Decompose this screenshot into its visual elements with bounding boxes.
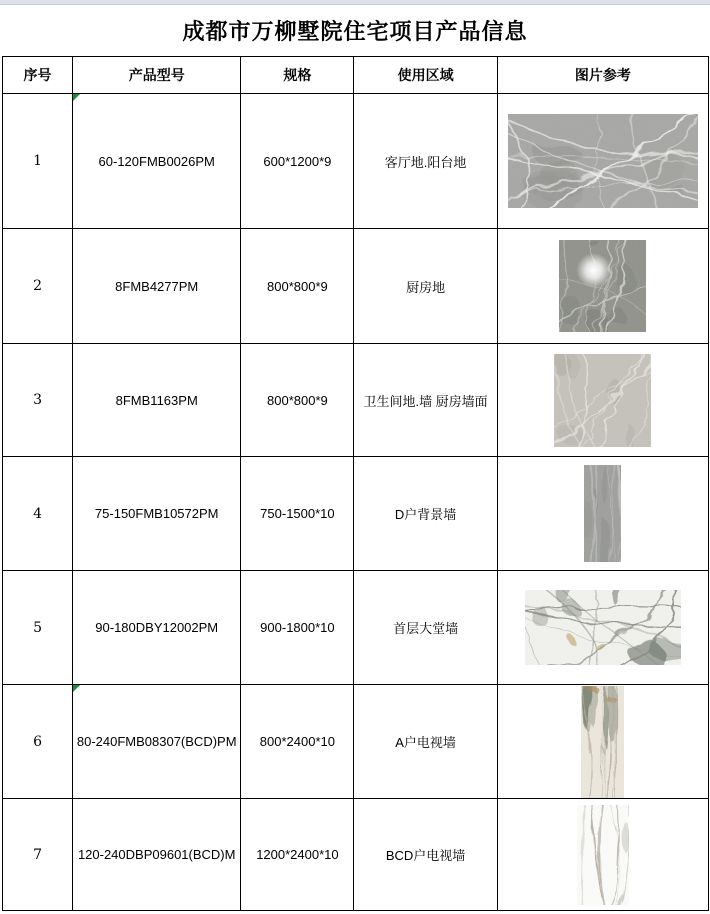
serial-number: 1	[33, 153, 42, 169]
serial-cell	[3, 799, 73, 911]
serial-number: 3	[33, 392, 42, 408]
spec-cell	[241, 685, 354, 799]
table-row	[3, 344, 709, 457]
error-indicator-icon	[73, 685, 80, 692]
cream-marble-tile-portrait	[581, 686, 624, 798]
gray-marble-tile-portrait	[584, 465, 621, 562]
area-text: BCD户电视墙	[385, 848, 466, 863]
serial-number: 7	[33, 846, 42, 863]
spec-text: 800*2400*10	[259, 734, 335, 749]
gray-marble-tile-landscape	[508, 114, 698, 208]
area-cell	[354, 229, 497, 344]
area-cell	[354, 94, 497, 229]
product-table-body	[3, 94, 709, 911]
model-text: 60-120FMB0026PM	[98, 153, 215, 169]
image-cell	[497, 571, 708, 685]
area-text: 卫生间地.墙 厨房墙面	[363, 393, 488, 409]
image-cell	[497, 94, 708, 229]
table-row	[3, 571, 709, 685]
serial-number: 5	[33, 619, 42, 636]
table-row	[3, 457, 709, 571]
header-spec: 规格	[241, 57, 354, 94]
spec-text: 800*800*9	[267, 392, 328, 408]
model-text: 8FMB4277PM	[115, 278, 199, 294]
serial-cell	[3, 94, 73, 229]
page-title: 成都市万柳墅院住宅项目产品信息	[182, 19, 528, 44]
image-cell	[497, 344, 708, 457]
model-cell	[73, 457, 241, 571]
area-cell	[354, 457, 497, 571]
serial-cell	[3, 685, 73, 799]
area-cell	[354, 344, 497, 457]
header-model: 产品型号	[73, 57, 241, 94]
serial-cell	[3, 457, 73, 571]
spec-cell	[241, 229, 354, 344]
spec-text: 600*1200*9	[263, 153, 332, 169]
error-indicator-icon	[73, 94, 80, 101]
model-text: 120-240DBP09601(BCD)M	[77, 847, 236, 862]
model-text: 75-150FMB10572PM	[94, 506, 219, 521]
image-cell	[497, 457, 708, 571]
spec-text: 800*800*9	[267, 278, 328, 294]
serial-number: 4	[33, 505, 42, 522]
model-cell	[73, 799, 241, 911]
spec-cell	[241, 344, 354, 457]
area-text: 首层大堂墙	[393, 621, 459, 636]
header-image: 图片参考	[497, 57, 708, 94]
area-text: 客厅地.阳台地	[384, 154, 467, 170]
header-area: 使用区域	[354, 57, 497, 94]
image-cell	[497, 229, 708, 344]
model-text: 90-180DBY12002PM	[95, 620, 219, 635]
table-row	[3, 685, 709, 799]
model-text: 8FMB1163PM	[115, 392, 198, 408]
table-row	[3, 94, 709, 229]
serial-cell	[3, 344, 73, 457]
product-table	[2, 56, 709, 911]
model-text: 80-240FMB08307(BCD)PM	[76, 734, 237, 749]
serial-number: 2	[33, 278, 42, 294]
table-row	[3, 229, 709, 344]
spec-cell	[241, 799, 354, 911]
spec-cell	[241, 571, 354, 685]
area-text: A户电视墙	[395, 735, 456, 750]
spec-text: 1200*2400*10	[256, 847, 339, 862]
model-cell	[73, 229, 241, 344]
serial-cell	[3, 229, 73, 344]
area-text: D户背景墙	[394, 507, 457, 522]
beige-gray-marble-tile-square	[554, 354, 651, 447]
header-serial: 序号	[3, 57, 73, 94]
spec-text: 900-1800*10	[260, 620, 335, 635]
serial-cell	[3, 571, 73, 685]
white-marble-tile-portrait	[577, 805, 629, 905]
header-row	[3, 57, 709, 94]
dark-gray-marble-tile-square	[559, 240, 646, 332]
table-row	[3, 799, 709, 911]
image-cell	[497, 685, 708, 799]
area-text: 厨房地	[406, 279, 446, 295]
area-cell	[354, 685, 497, 799]
serial-number: 6	[33, 733, 42, 750]
model-cell	[73, 94, 241, 229]
model-cell	[73, 344, 241, 457]
model-cell	[73, 685, 241, 799]
area-cell	[354, 571, 497, 685]
area-cell	[354, 799, 497, 911]
spec-text: 750-1500*10	[260, 506, 335, 521]
image-cell	[497, 799, 708, 911]
model-cell	[73, 571, 241, 685]
white-vein-marble-tile-landscape	[525, 590, 681, 665]
spec-cell	[241, 457, 354, 571]
spec-cell	[241, 94, 354, 229]
